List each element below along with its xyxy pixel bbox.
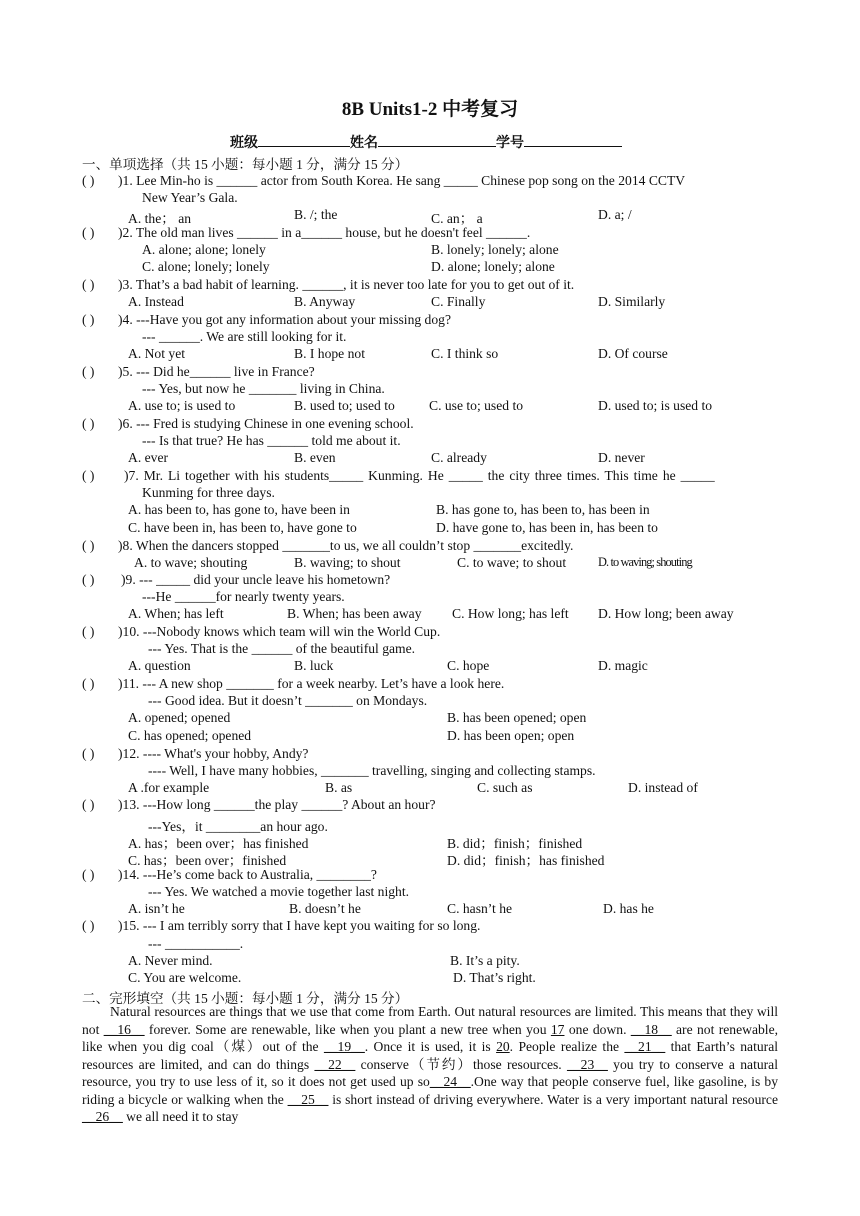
option-d: D. How long; been away (598, 606, 734, 621)
question-reply: --- Yes. That is the ______ of the beautiful game. (148, 641, 416, 656)
answer-bracket[interactable]: ( ) (82, 676, 95, 691)
option-a: A. has been to, has gone to, have been in (128, 502, 350, 517)
option-c: C. have been in, has been to, have gone to (128, 520, 357, 535)
cloze-blank-18[interactable]: __18__ (630, 1021, 672, 1037)
option-c: C. hasn’t he (447, 901, 513, 916)
option-d: D. magic (598, 658, 648, 673)
passage-text: that Earth’s natural resources are limited, and can do things (82, 1039, 779, 1072)
option-b: B. did；finish；finished (447, 836, 583, 851)
option-a: A. the； an (128, 211, 192, 226)
option-a: A. opened; opened (128, 710, 231, 725)
option-b: B. When; has been away (287, 606, 422, 621)
question-stem: )14. ---He’s come back to Australia, ________? (118, 867, 377, 882)
cloze-blank-17[interactable]: 17 (550, 1021, 565, 1037)
section-heading-single-choice: 一、单项选择（共 15 小题：每小题 1 分，满分 15 分） (82, 157, 409, 172)
option-a: A. Instead (128, 294, 184, 309)
option-b: B. doesn’t he (289, 901, 361, 916)
option-c: C. How long; has left (452, 606, 569, 621)
answer-bracket[interactable]: ( ) (82, 277, 95, 292)
question-stem: )2. The old man lives ______ in a______ house, but he doesn't feel ______. (118, 225, 531, 240)
passage-text: . Once it is used, it is (364, 1039, 497, 1054)
option-d: D. have gone to, has been in, has been to (436, 520, 658, 535)
option-d: D. to waving; shouting (598, 555, 692, 569)
cloze-passage (82, 1003, 778, 1126)
option-a: A. Never mind. (128, 953, 213, 968)
option-c: C. an； a (431, 211, 483, 226)
class-blank[interactable] (258, 132, 350, 147)
id-blank[interactable] (524, 132, 622, 147)
question-reply: ---Yes，it ________an hour ago. (148, 819, 328, 834)
option-c: C. Finally (431, 294, 486, 309)
option-d: D. Similarly (598, 294, 666, 309)
id-label: 学号 (496, 136, 524, 151)
option-d: D. a; / (598, 207, 632, 222)
option-d: D. never (598, 450, 645, 465)
option-c: C. has opened; opened (128, 728, 252, 743)
question-stem-continued: Kunming for three days. (142, 485, 275, 500)
answer-bracket[interactable]: ( ) (82, 918, 95, 933)
answer-bracket[interactable]: ( ) (82, 173, 95, 188)
question-stem-continued: New Year’s Gala. (142, 190, 238, 205)
option-d: D. That’s right. (453, 970, 536, 985)
option-d: D. used to; is used to (598, 398, 713, 413)
question-stem: )9. --- _____ did your uncle leave his hometown? (121, 572, 391, 587)
name-label: 姓名 (350, 136, 378, 151)
cloze-blank-20[interactable]: 20 (496, 1039, 510, 1054)
option-a: A. question (128, 658, 191, 673)
option-d: D. alone; lonely; alone (431, 259, 555, 274)
answer-bracket[interactable]: ( ) (82, 312, 95, 327)
option-c: C. use to; used to (429, 398, 524, 413)
passage-text: .One way that people conserve fuel, like gasoline, is by riding a bicycle or walking when the (82, 1074, 778, 1107)
question-reply: --- Is that true? He has ______ told me about it. (142, 433, 401, 448)
answer-bracket[interactable]: ( ) (82, 538, 95, 553)
answer-bracket[interactable]: ( ) (82, 867, 95, 882)
option-a: A. alone; alone; lonely (142, 242, 266, 257)
class-label: 班级 (230, 136, 258, 151)
question-reply: --- ___________. (148, 936, 244, 951)
passage-text: you try to conserve a natural resource, you try to use less of it, so it does not get used up so (82, 1056, 778, 1089)
passage-text: conserve（节约）those resources. (355, 1056, 568, 1072)
option-a: A .for example (128, 780, 210, 795)
cloze-blank-26[interactable]: __26__ (82, 1109, 123, 1124)
option-b: B. even (294, 450, 336, 465)
option-b: B. has been opened; open (447, 710, 587, 725)
question-reply: --- Good idea. But it doesn’t _______ on Mondays. (148, 693, 428, 708)
question-stem: )8. When the dancers stopped _______to us, we all couldn’t stop _______excitedly. (118, 538, 574, 553)
option-b: B. Anyway (294, 294, 356, 309)
option-a: A. isn’t he (128, 901, 185, 916)
page-title: 8B Units1-2 中考复习 (341, 99, 519, 120)
answer-bracket[interactable]: ( ) (82, 746, 95, 761)
option-a: A. Not yet (128, 346, 186, 361)
option-c: C. I think so (431, 346, 499, 361)
cloze-blank-22[interactable]: __22__ (314, 1056, 356, 1072)
question-reply: --- Yes. We watched a movie together last night. (148, 884, 410, 899)
option-c: C. hope (447, 658, 490, 673)
student-info-row (230, 132, 622, 152)
question-reply: ---He ______for nearly twenty years. (142, 589, 345, 604)
answer-bracket[interactable]: ( ) (82, 797, 95, 812)
option-d: D. Of course (598, 346, 668, 361)
answer-bracket[interactable]: ( ) (82, 468, 95, 483)
answer-bracket[interactable]: ( ) (82, 572, 95, 587)
question-stem: )6. --- Fred is studying Chinese in one evening school. (118, 416, 414, 431)
question-stem: )5. --- Did he______ live in France? (118, 364, 315, 379)
passage-text: is short instead of driving everywhere. Water is a very important natural resource (328, 1091, 778, 1107)
option-b: B. lonely; lonely; alone (431, 242, 559, 257)
question-stem: )4. ---Have you got any information about your missing dog? (118, 312, 451, 327)
option-a: A. use to; is used to (128, 398, 236, 413)
question-stem: )13. ---How long ______the play ______? About an hour? (118, 797, 436, 812)
option-c: C. already (431, 450, 487, 465)
answer-bracket[interactable]: ( ) (82, 624, 95, 639)
option-a: A. When; has left (128, 606, 224, 621)
question-stem: )10. ---Nobody knows which team will win the World Cup. (118, 624, 441, 639)
option-b: B. used to; used to (294, 398, 395, 413)
passage-text: forever. Some are renewable, like when you plant a new tree when you (144, 1021, 551, 1037)
option-a: A. ever (128, 450, 169, 465)
question-reply: ---- Well, I have many hobbies, _______ travelling, singing and collecting stamps. (148, 763, 596, 778)
option-b: B. /; the (294, 207, 338, 222)
question-stem: )15. --- I am terribly sorry that I have kept you waiting for so long. (118, 918, 481, 933)
option-d: D. did；finish；has finished (447, 853, 605, 868)
option-b: B. as (325, 780, 353, 795)
cloze-blank-16[interactable]: __16__ (103, 1021, 145, 1037)
option-d: D. instead of (628, 780, 698, 795)
name-blank[interactable] (378, 132, 496, 147)
answer-bracket[interactable]: ( ) (82, 416, 95, 431)
option-c: C. alone; lonely; lonely (142, 259, 270, 274)
question-stem: )3. That’s a bad habit of learning. ______, it is never too late for you to get out of it. (118, 277, 575, 292)
section-heading-cloze: 二、完形填空（共 15 小题：每小题 1 分，满分 15 分） (82, 991, 409, 1006)
question-reply: --- Yes, but now he _______ living in China. (142, 381, 385, 396)
option-b: B. It’s a pity. (450, 953, 520, 968)
option-c: C. to wave; to shout (457, 555, 567, 570)
passage-text: we all need it to stay (122, 1109, 239, 1124)
passage-text: are not renewable, like when you dig coal（煤）out of the (82, 1021, 778, 1054)
question-stem: )11. --- A new shop _______ for a week nearby. Let’s have a look here. (118, 676, 505, 691)
passage-text: . People realize the (509, 1039, 625, 1054)
question-stem: )12. ---- What's your hobby, Andy? (118, 746, 309, 761)
option-d: D. has been open; open (447, 728, 575, 743)
option-c: C. such as (477, 780, 533, 795)
option-d: D. has he (603, 901, 654, 916)
question-reply: --- ______. We are still looking for it. (142, 329, 347, 344)
option-c: C. You are welcome. (128, 970, 242, 985)
cloze-blank-19[interactable]: __19__ (323, 1039, 365, 1054)
question-stem: )1. Lee Min-ho is ______ actor from South Korea. He sang _____ Chinese pop song on the 2014 CCTV (118, 173, 686, 188)
answer-bracket[interactable]: ( ) (82, 364, 95, 379)
option-b: B. luck (294, 658, 334, 673)
question-stem: )7. Mr. Li together with his students_____ Kunming. He _____ the city three times. This time he _____ (124, 468, 715, 483)
passage-text: one down. (564, 1021, 631, 1037)
cloze-blank-24[interactable]: __24__ (429, 1074, 471, 1089)
answer-bracket[interactable]: ( ) (82, 225, 95, 240)
option-b: B. waving; to shout (294, 555, 401, 570)
passage-text: Natural resources are things that we use that come from Earth. Out natural resources are limited. This means that they will not (82, 1004, 778, 1037)
option-a: A. to wave; shouting (134, 555, 248, 570)
option-a: A. has；been over；has finished (128, 836, 309, 851)
option-c: C. has；been over；finished (128, 853, 287, 868)
option-b: B. I hope not (294, 346, 365, 361)
cloze-blank-23[interactable]: __23__ (567, 1056, 608, 1072)
cloze-blank-21[interactable]: __21__ (624, 1039, 666, 1054)
option-b: B. has gone to, has been to, has been in (436, 502, 650, 517)
cloze-blank-25[interactable]: __25__ (287, 1091, 329, 1107)
